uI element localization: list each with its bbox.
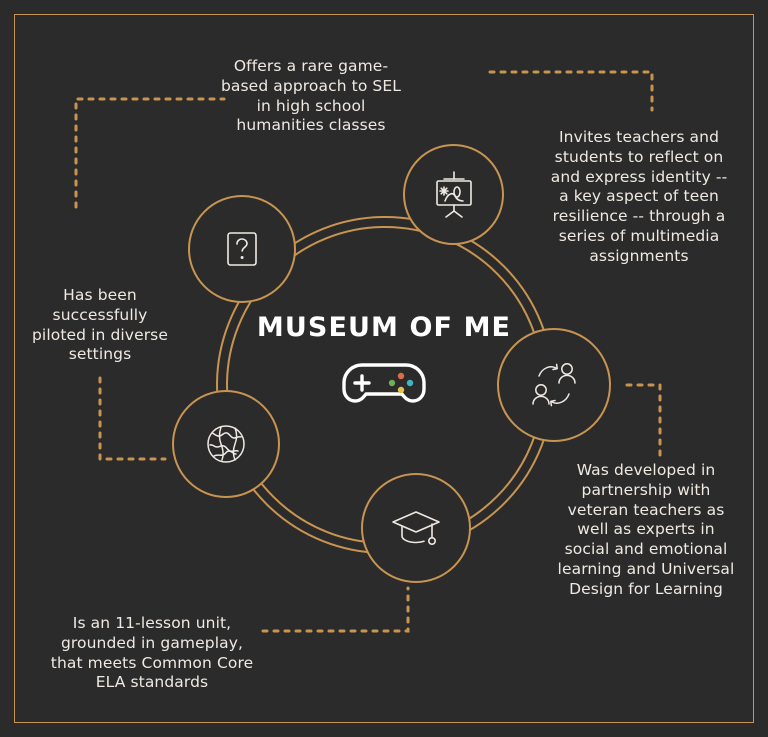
connector-identity xyxy=(490,72,652,110)
presentation-board-icon xyxy=(426,167,482,223)
caption-game-based-approach: Offers a rare game-based approach to SEL in high school humanities classes xyxy=(220,57,402,135)
center-title-block xyxy=(246,312,522,413)
connector-piloted xyxy=(100,378,165,459)
people-exchange-icon xyxy=(523,354,585,416)
caption-eleven-lesson-unit: Is an 11-lesson unit, grounded in gameplay, that meets Common Core ELA standards xyxy=(50,614,254,692)
graduation-cap-icon xyxy=(387,499,445,557)
connector-lesson-unit xyxy=(263,588,408,631)
connector-developed xyxy=(627,385,660,460)
node-presentation[interactable] xyxy=(403,144,504,245)
caption-identity-reflection: Invites teachers and students to reflect on and express identity -- a key aspect of teen resilience -- through a series of multimedia assignments xyxy=(550,128,728,265)
caption-piloted-diverse-settings: Has been successfully piloted in diverse settings xyxy=(31,286,168,364)
question-box-icon xyxy=(214,221,270,277)
node-question[interactable] xyxy=(188,195,296,303)
globe-icon xyxy=(197,415,255,473)
node-graduation[interactable] xyxy=(361,473,471,583)
page-title: MUSEUM OF ME xyxy=(256,312,512,343)
caption-developed-partnership: Was developed in partnership with veteran teachers as well as experts in social and emotional learning and Universal Design for Learning xyxy=(557,461,735,598)
connector-game-based xyxy=(76,99,224,207)
gamepad-icon xyxy=(246,349,522,413)
